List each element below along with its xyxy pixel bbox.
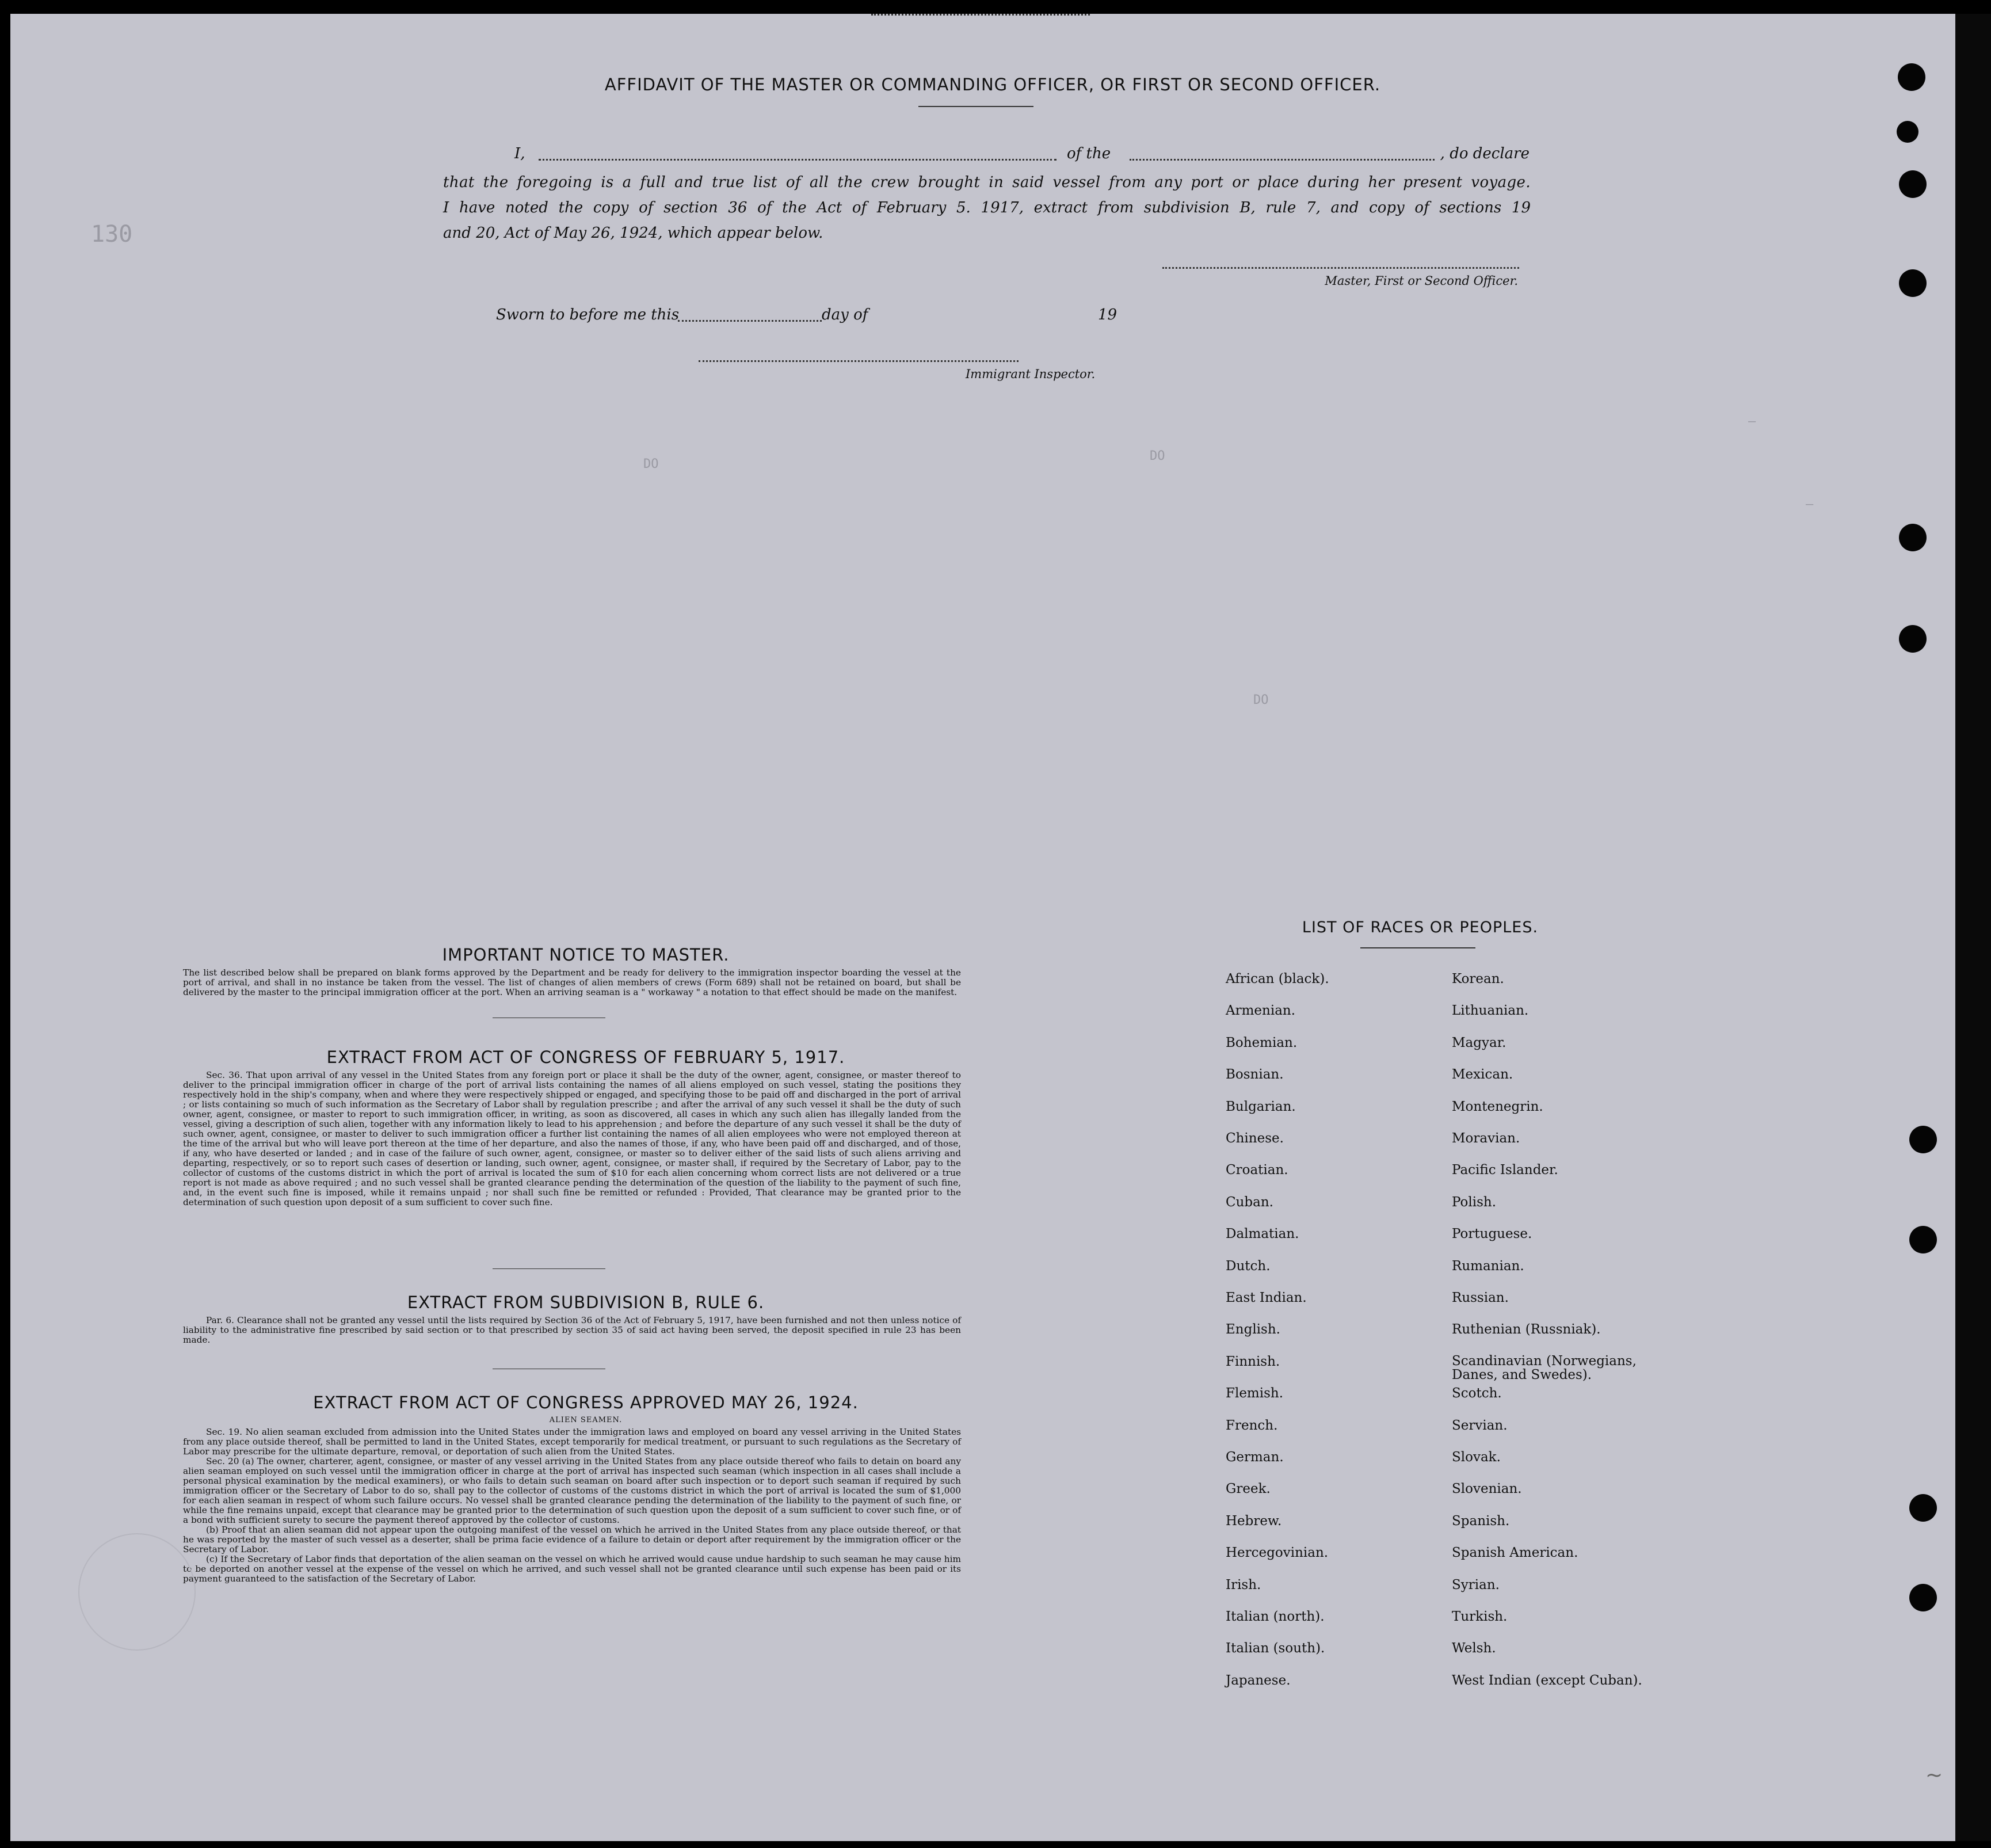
punch-hole	[1909, 1126, 1937, 1153]
race-item: Chinese.	[1226, 1131, 1284, 1146]
notice-body: The list described below shall be prepared on blank forms approved by the Department and be ready for delivery to the immigration inspector boarding the vessel at the port of arrival, and shall in no instance be taken from the vessel. The list of changes of alien members of crews (Form 689) shall not be retained on board, but shall be delivered by the master to the principal immigration officer at the port. When an arriving seaman is a " workaway " a notation to that effect should be made on the manifest.	[183, 967, 961, 997]
race-item: Syrian.	[1452, 1577, 1500, 1592]
race-item: Rumanian.	[1452, 1258, 1524, 1274]
race-item: Bulgarian.	[1226, 1099, 1296, 1114]
subdivision-title: EXTRACT FROM SUBDIVISION B, RULE 6.	[407, 1293, 765, 1312]
race-item: Slovak.	[1452, 1450, 1501, 1465]
divider	[493, 1268, 605, 1269]
punch-hole	[1909, 1226, 1937, 1253]
divider	[918, 106, 1033, 107]
punch-hole	[1897, 121, 1918, 143]
race-item: Japanese.	[1226, 1672, 1291, 1688]
race-item: Moravian.	[1452, 1131, 1520, 1146]
race-item: Welsh.	[1452, 1641, 1496, 1656]
document-page: DO DO DO 130 — — AFFIDAVIT OF THE MASTER OR COMMANDING OFFICER, OR FIRST OR SECOND OFFICER. I, of the , do declare that the foregoing is a full and true list of all the crew brought in said vessel from any port or place during her present voyage. I have noted the copy of section 36 of the Act of February 5. 1917, extract from subdivision B, rule 7, and copy of sections 19 and 20, Act of May 26, 1924, which appear below. Master, First or Second Officer. Sworn to before me this day of 19 Immigrant Inspector. IMPORTANT NOTICE TO MASTER. The list described below shall be prepared on blank forms approved by the Department and be ready for delivery to the immigration inspector boarding the vessel at the port of arrival, and shall in no instance be taken from the vessel. The list of changes of alien members of crews (Form 689) shall not be retained on board, but shall be delivered by the master to the principal immigration officer at the port. When an arriving seaman is a " workaway " a notation to that effect should be made on the manifest. EXTRACT FROM ACT OF CONGRESS OF FEBRUARY 5, 1917. Sec. 36. That upon arrival of any vessel in the United States from any foreign port or place it shall be the duty of the owner, agent, consignee, or master thereof to deliver to the principal immigration officer in charge of the port of arrival lists containing the names of all aliens employed on such vessel, stating the positions they respectively hold in the ship's company, when and where they were respectively shipped or engaged, and specifying those to be paid off and discharged in the port of arrival ; or lists containing so much of such information as the Secretary of Labor shall by regulation prescribe ; and after the arrival of any such vessel it shall be the duty of such owner, agent, consignee, or master to report to such immigration officer, in writing, as soon as discovered, all cases in which any such alien has illegally landed from the vessel, giving a description of such alien, together with any information likely to lead to his apprehension ; and before the departure of any such vessel it shall be the duty of such owner, agent, consignee, or master to deliver to such immigration officer a further list containing the names of all alien employees who were not employed thereon at the time of the arrival but who will leave port thereon at the time of her departure, and also the names of those, if any, who have been paid off and discharged, and of those, if any, who have deserted or landed ; and in case of the failure of such owner, agent, consignee, or master so to deliver either of the said lists of such aliens arriving and departing, respectively, or so to report such cases of desertion or landing, such owner, agent, consignee, or master shall, if required by the Secretary of Labor, pay to the collector of customs of the customs district in which the port of arrival is located the sum of $10 for each alien concerning whom correct lists are not delivered or a true report is not made as above required ; and no such vessel shall be granted clearance pending the determination of the question of the liability to the payment of such fine, and, in the event such fine is imposed, while it remains unpaid ; nor shall such fine be remitted or refunded : Provided, That clearance may be granted prior to the determination of such question upon deposit of a sum sufficient to cover such fine. EXTRACT FROM SUBDIVISION B, RULE 6. Par. 6. Clearance shall not be granted any vessel until the lists required by Section 36 of the Act of February 5, 1917, have been furnished and not then unless notice of liability to the administrative fine prescribed by said section or to that prescribed by section 35 of said act having been served, the deposit specified in rule 23 has been made. EXTRACT FROM ACT OF CONGRESS APPROVED MAY 26, 1924. ALIEN SEAMEN. Sec. 19. No alien seaman excluded from admission into the United States under the immigration laws and employed on board any vessel arriving in the United States from any place outside thereof, shall be permitted to land in the United States, except temporarily for medical treatment, or pursuant to such regulations as the Secretary of Labor may prescribe for the ultimate departure, removal, or deportation of such alien from the United States. Sec. 20 (a) The owner, charterer, agent, consignee, or master of any vessel arriving in the United States from any place outside thereof who fails to detain on board any alien seaman employed on such vessel until the immigration officer in charge at the port of arrival has inspected such seaman (which inspection in all cases shall include a personal physical examination by the medical examiners), or who fails to detain such seaman on board after such inspection or to deport such seaman if required by such immigration officer or the Secretary of Labor to do so, shall pay to the collector of customs of the customs district in which the port of arrival is located the sum of $1,000 for each alien seaman in respect of whom such failure occurs. No vessel shall be granted clearance pending the determination of the liability to the payment of such fine, or while the fine remains unpaid, except that clearance may be granted prior to the determination of such question upon the deposit of a sum sufficient to cover such fine, or of a bond with sufficient surety to secure the payment thereof approved by the collector of customs. (b) Proof that an alien seaman did not appear upon the outgoing manifest of the vessel on which he arrived in the United States from any place outside thereof, or that he was reported by the master of such vessel as a deserter, shall be prima facie evidence of a failure to detain or deport after requirement by the immigration officer or the Secretary of Labor. (c) If the Secretary of Labor finds that deportation of the alien seaman on the vessel on which he arrived would cause undue hardship to such seaman he may cause him to be deported on another vessel at the expense of the vessel on which he arrived, and such vessel shall not be granted clearance until such expense has been paid or its payment guaranteed to the satisfaction of the Secretary of Labor. LIST OF RACES OR PEOPLES. African (black). Armenian. Bohemian. Bosnian. Bulgarian. Chinese. Croatian. Cuban. Dalmatian. Dutch. East Indian. English. Finnish. Flemish. French. German. Greek. Hebrew. Hercegovinian. Irish. Italian (north). Italian (south). Japanese. Korean. Lithuanian. Magyar. Mexican. Montenegrin. Moravian. Pacific Islander. Polish. Portuguese. Rumanian. Russian. Ruthenian (Russniak). Scandinavian (Norwegians, Danes, and Swedes). Scotch. Servian. Slovak. Slovenian. Spanish. Spanish American. Syrian. Turkish. Welsh. West Indian (except Cuban). ~	[10, 14, 1955, 1841]
race-item: Pacific Islander.	[1452, 1163, 1558, 1178]
race-item: Portuguese.	[1452, 1226, 1532, 1242]
sec-20-c: (c) If the Secretary of Labor finds that deportation of the alien seaman on the vessel on which he arrived would cause undue hardship to such seaman he may cause him to be deported on another vessel at the expense of the vessel on which he arrived, and such vessel shall not be granted clearance until such expense has been paid or its payment guaranteed to the satisfaction of the Secretary of Labor.	[183, 1554, 961, 1584]
extract-1924-title: EXTRACT FROM ACT OF CONGRESS APPROVED MAY 26, 1924.	[313, 1393, 859, 1412]
race-item: Montenegrin.	[1452, 1099, 1543, 1114]
extract-1917-body: Sec. 36. That upon arrival of any vessel in the United States from any foreign port or place it shall be the duty of the owner, agent, consignee, or master thereof to deliver to the principal immigration officer in charge of the port of arrival lists containing the names of all aliens employed on such vessel, stating the positions they respectively hold in the ship's company, when and where they were respectively shipped or engaged, and specifying those to be paid off and discharged in the port of arrival ; or lists containing so much of such information as the Secretary of Labor shall by regulation prescribe ; and after the arrival of any such vessel it shall be the duty of such owner, agent, consignee, or master to report to such immigration officer, in writing, as soon as discovered, all cases in which any such alien has illegally landed from the vessel, giving a description of such alien, together with any information likely to lead to his apprehension ; and before the departure of any such vessel it shall be the duty of such owner, agent, consignee, or master to deliver to such immigration officer a further list containing the names of all alien employees who were not employed thereon at the time of the arrival but who will leave port thereon at the time of her departure, and also the names of those, if any, who have been paid off and discharged, and of those, if any, who have deserted or landed ; and in case of the failure of such owner, agent, consignee, or master so to deliver either of the said lists of such aliens arriving and departing, respectively, or so to report such cases of desertion or landing, such owner, agent, consignee, or master shall, if required by the Secretary of Labor, pay to the collector of customs of the customs district in which the port of arrival is located the sum of $10 for each alien concerning whom correct lists are not delivered or a true report is not made as above required ; and no such vessel shall be granted clearance pending the determination of the question of the liability to the payment of such fine, and, in the event such fine is imposed, while it remains unpaid ; nor shall such fine be remitted or refunded : Provided, That clearance may be granted prior to the determination of such question upon deposit of a sum sufficient to cover such fine.	[183, 1070, 961, 1207]
signature-line	[1162, 267, 1519, 269]
punch-hole	[1909, 1494, 1937, 1522]
divider	[1360, 947, 1475, 948]
page-edge	[1955, 14, 1991, 1841]
extract-1924-subtitle: ALIEN SEAMEN.	[549, 1416, 623, 1424]
punch-hole	[1899, 524, 1927, 551]
race-item: English.	[1226, 1322, 1280, 1338]
seal-ghost	[78, 1533, 196, 1651]
margin-mark: ~	[1925, 1763, 1943, 1787]
race-item: East Indian.	[1226, 1290, 1307, 1305]
subdivision-body: Par. 6. Clearance shall not be granted any vessel until the lists required by Section 36 of the Act of February 5, 1917, have been furnished and not then unless notice of liability to the administrative fine prescribed by said section or to that prescribed by section 35 of said act having been served, the deposit specified in rule 23 has been made.	[183, 1315, 961, 1345]
sworn-day-blank	[678, 320, 822, 322]
sworn-day-of: day of	[822, 306, 868, 323]
race-item: Croatian.	[1226, 1163, 1288, 1178]
race-item: Hercegovinian.	[1226, 1545, 1329, 1561]
extract-1917-title: EXTRACT FROM ACT OF CONGRESS OF FEBRUARY 5, 1917.	[326, 1047, 845, 1067]
race-item: Irish.	[1226, 1577, 1261, 1592]
race-item: German.	[1226, 1450, 1284, 1465]
race-item: West Indian (except Cuban).	[1452, 1672, 1642, 1688]
race-item: Armenian.	[1226, 1003, 1296, 1019]
extract-1924-body	[183, 1427, 961, 1584]
race-item: Hebrew.	[1226, 1513, 1282, 1529]
sworn-year: 19	[1098, 306, 1117, 323]
races-title: LIST OF RACES OR PEOPLES.	[1302, 919, 1539, 936]
race-item: Polish.	[1452, 1194, 1497, 1210]
race-item: Magyar.	[1452, 1035, 1506, 1050]
punch-hole	[1898, 63, 1925, 91]
race-item: Bohemian.	[1226, 1035, 1298, 1050]
race-item: Korean.	[1452, 971, 1504, 986]
race-item: Bosnian.	[1226, 1067, 1284, 1083]
name-blank	[539, 159, 1056, 161]
race-item: Turkish.	[1452, 1609, 1508, 1624]
punch-hole	[1909, 1584, 1937, 1611]
race-item: African (black).	[1226, 971, 1329, 986]
affidavit-line-4: and 20, Act of May 26, 1924, which appear below.	[443, 224, 823, 242]
signature-caption: Master, First or Second Officer.	[1325, 274, 1518, 288]
affidavit-line-3: I have noted the copy of section 36 of the Act of February 5. 1917, extract from subdivision B, rule 7, and copy of sections 19	[443, 199, 1531, 216]
race-item: Cuban.	[1226, 1194, 1273, 1210]
vessel-blank	[1130, 159, 1435, 161]
punch-hole	[1899, 170, 1927, 198]
sworn-prefix: Sworn to before me this	[496, 306, 680, 323]
punch-hole	[1899, 625, 1927, 653]
sec-19: Sec. 19. No alien seaman excluded from admission into the United States under the immigration laws and employed on board any vessel arriving in the United States from any place outside thereof, shall be permitted to land in the United States, except temporarily for medical treatment, or pursuant to such regulations as the Secretary of Labor may prescribe for the ultimate departure, removal, or deportation of such alien from the United States.	[183, 1427, 961, 1457]
race-item: Lithuanian.	[1452, 1003, 1529, 1019]
race-item: Spanish American.	[1452, 1545, 1578, 1561]
sec-20-b: (b) Proof that an alien seaman did not appear upon the outgoing manifest of the vessel on which he arrived in the United States from any place outside thereof, or that he was reported by the master of such vessel as a deserter, shall be prima facie evidence of a failure to detain or deport after requirement by the immigration officer or the Secretary of Labor.	[183, 1525, 961, 1554]
race-item: Finnish.	[1226, 1354, 1280, 1369]
affidavit-i: I,	[514, 145, 525, 162]
race-item: Scandinavian (Norwegians, Danes, and Swedes).	[1452, 1353, 1637, 1382]
affidavit-title: AFFIDAVIT OF THE MASTER OR COMMANDING OFFICER, OR FIRST OR SECOND OFFICER.	[604, 75, 1381, 94]
race-item: Scotch.	[1452, 1386, 1502, 1401]
punch-hole	[1899, 269, 1927, 297]
race-item: Russian.	[1452, 1290, 1509, 1305]
race-item: Slovenian.	[1452, 1481, 1522, 1497]
race-item: Dalmatian.	[1226, 1226, 1299, 1242]
affidavit-line-2: that the foregoing is a full and true list of all the crew brought in said vessel from any port or place during her present voyage.	[443, 174, 1531, 191]
race-item: Servian.	[1452, 1418, 1508, 1433]
race-item: Mexican.	[1452, 1067, 1513, 1083]
race-item: Spanish.	[1452, 1513, 1510, 1529]
affidavit-of-the: of the	[1067, 145, 1111, 162]
sec-20-a: Sec. 20 (a) The owner, charterer, agent, consignee, or master of any vessel arriving in the United States from any place outside thereof who fails to detain on board any alien seaman employed on such vessel until the immigration officer in charge at the port of arrival has inspected such seaman (which inspection in all cases shall include a personal physical examination by the medical examiners), or who fails to detain such seaman on board after such inspection or to deport such seaman if required by such immigration officer or the Secretary of Labor to do so, shall pay to the collector of customs of the customs district in which the port of arrival is located the sum of $1,000 for each alien seaman in respect of whom such failure occurs. No vessel shall be granted clearance pending the determination of the liability to the payment of such fine, or while the fine remains unpaid, except that clearance may be granted prior to the determination of such question upon the deposit of a sum sufficient to cover such fine, or of a bond with sufficient surety to secure the payment thereof approved by the collector of customs.	[183, 1456, 961, 1525]
race-item: Dutch.	[1226, 1258, 1271, 1274]
notice-title: IMPORTANT NOTICE TO MASTER.	[442, 945, 730, 965]
inspector-signature-line	[699, 360, 1019, 362]
race-item: Italian (south).	[1226, 1641, 1325, 1656]
affidavit-declare: , do declare	[1440, 145, 1530, 162]
race-item: French.	[1226, 1418, 1278, 1433]
race-item: Ruthenian (Russniak).	[1452, 1322, 1601, 1338]
race-item: Italian (north).	[1226, 1609, 1325, 1624]
race-item: Flemish.	[1226, 1386, 1284, 1401]
inspector-caption: Immigrant Inspector.	[966, 367, 1096, 381]
race-item: Greek.	[1226, 1481, 1271, 1497]
sworn-month-blank	[871, 14, 1090, 16]
